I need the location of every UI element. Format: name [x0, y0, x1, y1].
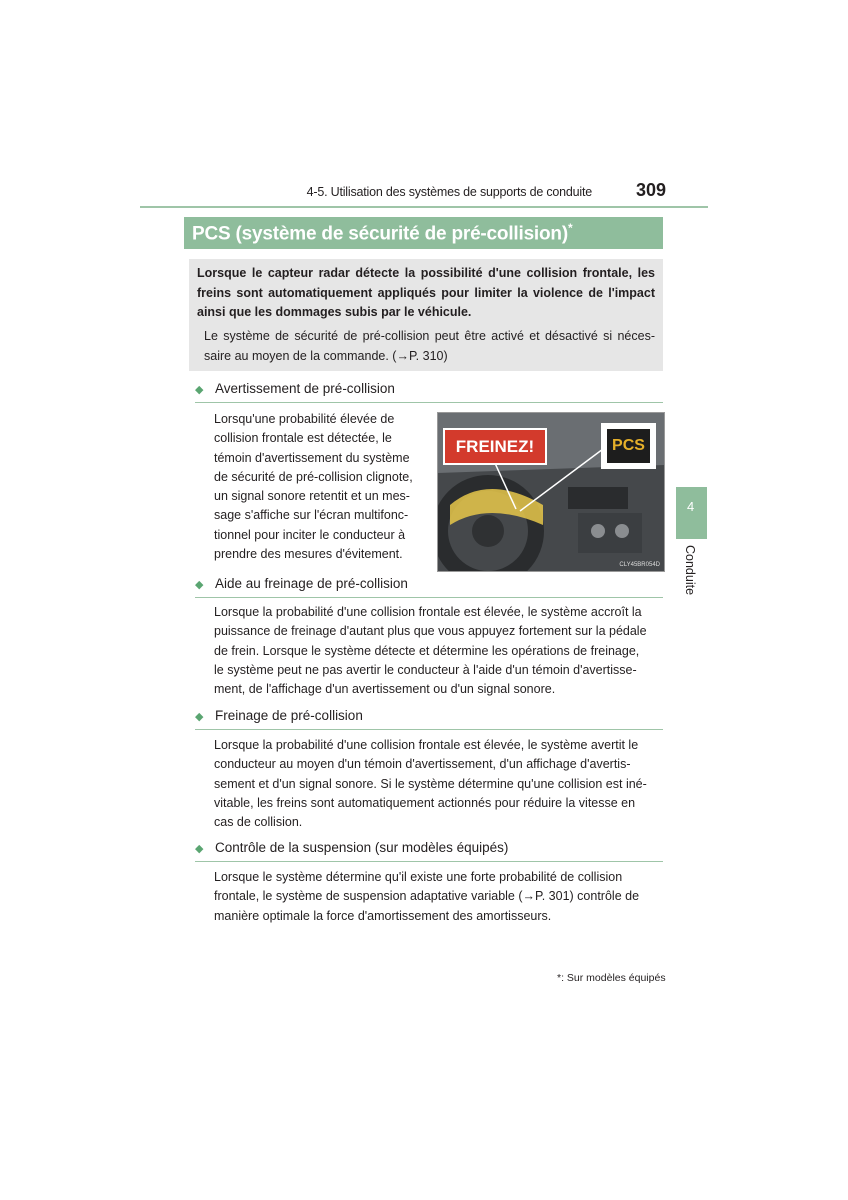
intro-note-line: Le système de sécurité de pré-collision peut être activé et désactivé si néces- [204, 329, 655, 343]
footnote-mark: * [567, 221, 573, 235]
pcs-indicator-icon: PCS [607, 429, 650, 463]
subsection-heading [195, 708, 663, 728]
diamond-bullet-icon: ◆ [195, 711, 204, 723]
body-line: manière optimale la force d'amortissement des amortisseurs. [214, 908, 552, 923]
subsection-heading [195, 381, 663, 401]
subsection-rule [195, 597, 663, 598]
chapter-tab[interactable] [676, 487, 707, 539]
body-line: collision frontale est détectée, le [214, 431, 392, 446]
section-title-text: PCS (système de sécurité de pré-collision) [192, 223, 568, 245]
subsection-body [214, 603, 660, 699]
subsection-heading [195, 576, 663, 596]
subsection-rule [195, 861, 663, 862]
body-line: un signal sonore retentit et un mes- [214, 489, 410, 504]
illustration-code: CLY45BR054D [619, 562, 660, 568]
body-line: vitable, les freins sont automatiquement actionnés pour réduire la vitesse en [214, 795, 636, 810]
subsection-title: Aide au freinage de pré-collision [215, 576, 408, 591]
intro-line: freins sont automatiquement appliqués pour limiter la violence de l'impact [197, 285, 655, 300]
section-title [192, 221, 572, 245]
body-line: frontale, le système de suspension adaptative variable (→P. 301) contrôle de [214, 889, 640, 904]
subsection-body [214, 868, 660, 926]
subsection-rule [195, 402, 663, 403]
diamond-bullet-icon: ◆ [195, 384, 204, 396]
diamond-bullet-icon: ◆ [195, 843, 204, 855]
body-line: de sécurité de pré-collision clignote, [214, 469, 413, 484]
body-line: Lorsque le système détermine qu'il existe une forte probabilité de collision [214, 870, 623, 884]
body-line: sement et d'un signal sonore. Si le système détermine qu'une collision est iné- [214, 776, 647, 791]
section-title-bar [184, 217, 663, 249]
intro-line: ainsi que les dommages subis par le véhicule. [197, 305, 472, 319]
subsection-body [214, 736, 660, 832]
pcs-warning-lamp [601, 423, 656, 469]
brake-warning-message: FREINEZ! [443, 428, 547, 465]
subsection-rule [195, 729, 663, 730]
subsection-heading [195, 840, 663, 860]
body-line: le système peut ne pas avertir le conducteur à l'aide d'un témoin d'avertisse- [214, 662, 637, 677]
header-rule [140, 206, 708, 208]
intro-note-line: saire au moyen de la commande. (→P. 310) [204, 348, 448, 363]
body-line: tionnel pour inciter le conducteur à [214, 527, 406, 542]
diamond-bullet-icon: ◆ [195, 579, 204, 591]
intro-line: Lorsque le capteur radar détecte la possibilité d'une collision frontale, les [197, 266, 655, 280]
subsection-title: Avertissement de pré-collision [215, 381, 395, 396]
body-line: ment, de l'affichage d'un avertissement ou d'un signal sonore. [214, 682, 556, 697]
subsection-title: Freinage de pré-collision [215, 708, 363, 723]
body-line: Lorsque la probabilité d'une collision frontale est élevée, le système accroît la [214, 605, 642, 619]
body-line: témoin d'avertissement du système [214, 450, 410, 465]
body-line: de frein. Lorsque le système détecte et détermine les opérations de freinage, [214, 643, 640, 658]
running-header: 4-5. Utilisation des systèmes de supports de conduite [306, 185, 592, 199]
page-number: 309 [636, 180, 667, 200]
body-line: cas de collision. [214, 815, 303, 830]
intro-box [189, 259, 663, 371]
body-line: conducteur au moyen d'un témoin d'avertissement, d'un affichage d'avertis- [214, 757, 631, 772]
body-line: puissance de freinage d'autant plus que vous appuyez fortement sur la pédale [214, 624, 647, 639]
body-line: prendre des mesures d'évitement. [214, 547, 403, 562]
dashboard-illustration [437, 412, 665, 572]
footnote: *: Sur modèles équipés [557, 972, 666, 984]
subsection-body [214, 410, 425, 564]
chapter-title: Conduite [683, 545, 697, 596]
intro-note [204, 327, 655, 366]
subsection-title: Contrôle de la suspension (sur modèles équipés) [215, 840, 509, 855]
body-line: sage s'affiche sur l'écran multifonc- [214, 508, 409, 523]
body-line: Lorsqu'une probabilité élevée de [214, 412, 395, 426]
intro-summary [197, 264, 655, 323]
chapter-number: 4 [687, 499, 695, 514]
body-line: Lorsque la probabilité d'une collision frontale est élevée, le système avertit le [214, 738, 639, 752]
